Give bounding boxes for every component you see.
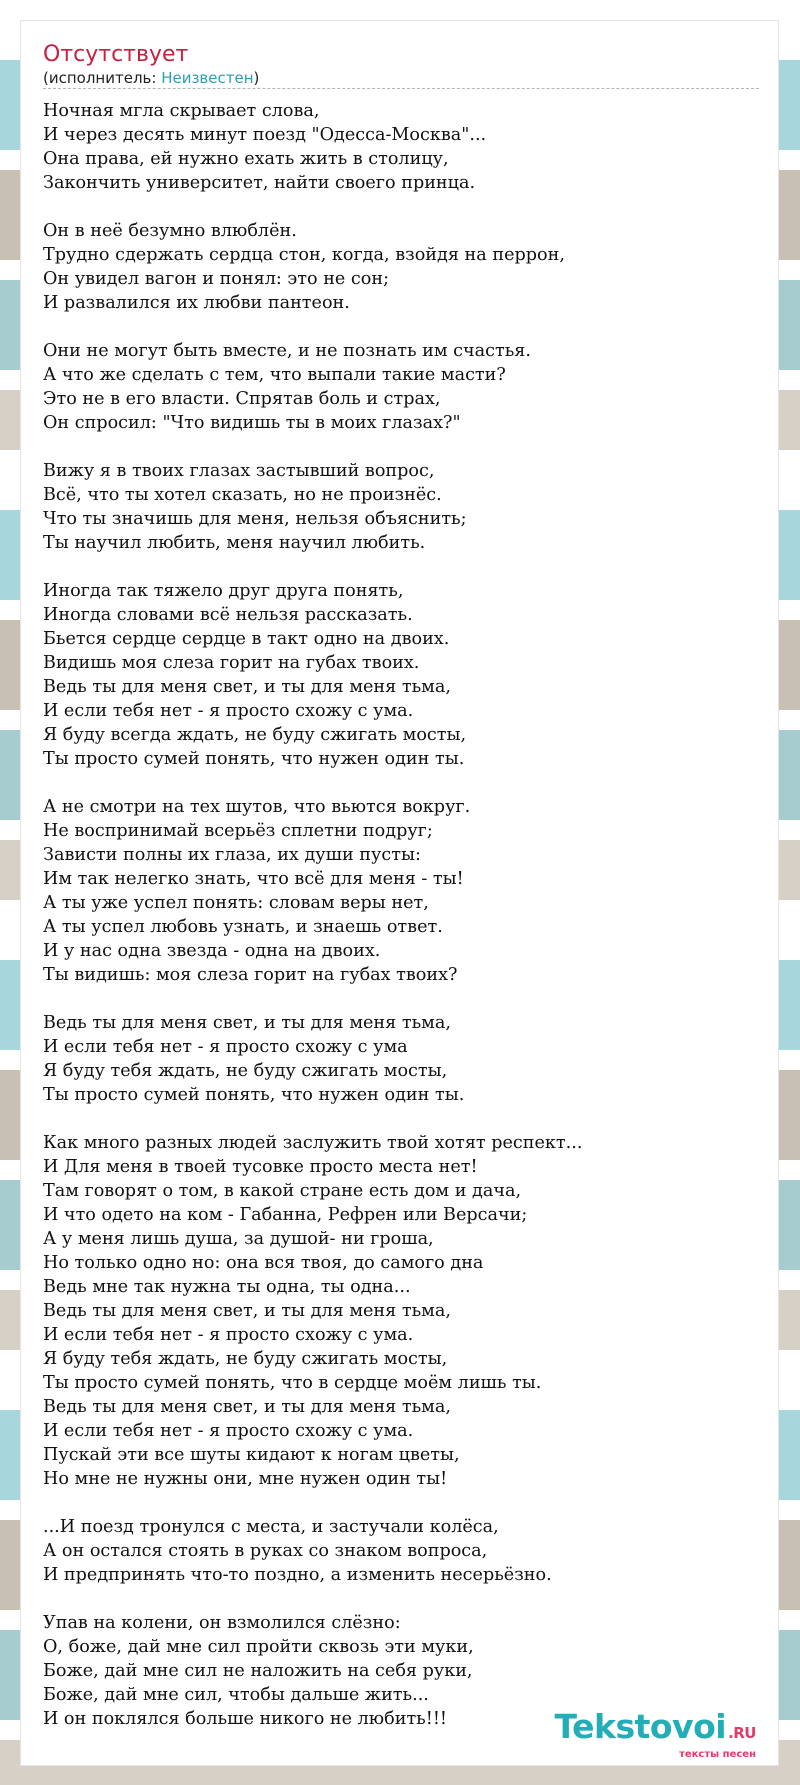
- lyric-line: И у нас одна звезда - одна на двоих.: [43, 941, 381, 961]
- lyric-line: Закончить университет, найти своего принца.: [43, 173, 476, 193]
- artist-suffix: ): [253, 69, 260, 87]
- lyric-line: О, боже, дай мне сил пройти сквозь эти муки,: [43, 1637, 474, 1657]
- stanza: [43, 1515, 759, 1587]
- lyric-line: Она права, ей нужно ехать жить в столицу,: [43, 149, 449, 169]
- lyric-line: Бьется сердце сердце в такт одно на двоих.: [43, 629, 450, 649]
- lyric-line: Он в неё безумно влюблён.: [43, 221, 297, 241]
- lyric-line: Им так нелегко знать, что всё для меня - ты!: [43, 869, 464, 889]
- stanza: [43, 1011, 759, 1107]
- stanza: [43, 99, 759, 195]
- lyric-line: Ты научил любить, меня научил любить.: [43, 533, 426, 553]
- lyric-line: И если тебя нет - я просто схожу с ума.: [43, 1421, 414, 1441]
- lyric-line: А у меня лишь душа, за душой- ни гроша,: [43, 1229, 434, 1249]
- lyric-line: Ведь мне так нужна ты одна, ты одна...: [43, 1277, 411, 1297]
- lyric-line: И через десять минут поезд "Одесса-Москва"...: [43, 125, 487, 145]
- lyric-line: Я буду всегда ждать, не буду сжигать мосты,: [43, 725, 467, 745]
- lyric-line: Я буду тебя ждать, не буду сжигать мосты,: [43, 1061, 448, 1081]
- logo-tagline: тексты песен: [679, 1749, 756, 1760]
- lyric-line: Всё, что ты хотел сказать, но не произнёс.: [43, 485, 442, 505]
- lyric-line: Иногда словами всё нельзя рассказать.: [43, 605, 413, 625]
- stanza: [43, 1131, 759, 1491]
- lyric-line: А что же сделать с тем, что выпали такие масти?: [43, 365, 506, 385]
- lyric-line: А он остался стоять в руках со знаком вопроса,: [43, 1541, 488, 1561]
- logo-name: Tekstovoi: [554, 1707, 727, 1746]
- stanza: [43, 579, 759, 771]
- lyric-line: Но только одно но: она вся твоя, до самого дна: [43, 1253, 484, 1273]
- lyric-line: Ты видишь: моя слеза горит на губах твоих?: [43, 965, 458, 985]
- lyric-line: Ведь ты для меня свет, и ты для меня тьма,: [43, 1013, 451, 1033]
- lyric-line: Упав на колени, он взмолился слёзно:: [43, 1613, 401, 1633]
- lyric-line: Трудно сдержать сердца стон, когда, взойдя на перрон,: [43, 245, 565, 265]
- lyric-line: Ты просто сумей понять, что в сердце моём лишь ты.: [43, 1373, 542, 1393]
- artist-link[interactable]: Неизвестен: [161, 69, 254, 87]
- lyric-line: И что одето на ком - Габанна, Рефрен или Версачи;: [43, 1205, 528, 1225]
- lyric-line: Пускай эти все шуты кидают к ногам цветы,: [43, 1445, 460, 1465]
- lyric-line: Он спросил: "Что видишь ты в моих глазах?": [43, 413, 461, 433]
- stanza: [43, 795, 759, 987]
- lyric-line: Ведь ты для меня свет, и ты для меня тьма,: [43, 1301, 451, 1321]
- lyric-line: Вижу я в твоих глазах застывший вопрос,: [43, 461, 435, 481]
- stanza: [43, 339, 759, 435]
- lyric-line: Иногда так тяжело друг друга понять,: [43, 581, 404, 601]
- lyric-line: Они не могут быть вместе, и не познать им счастья.: [43, 341, 531, 361]
- song-header: [43, 41, 759, 89]
- song-title: Отсутствует: [43, 42, 189, 67]
- lyric-line: А не смотри на тех шутов, что вьются вокруг.: [43, 797, 471, 817]
- lyric-line: Не воспринимай всерьёз сплетни подруг;: [43, 821, 433, 841]
- lyric-line: И развалился их любви пантеон.: [43, 293, 350, 313]
- lyric-line: Как много разных людей заслужить твой хотят респект...: [43, 1133, 583, 1153]
- lyric-line: И Для меня в твоей тусовке просто места нет!: [43, 1157, 478, 1177]
- lyrics-card: [21, 21, 778, 1765]
- lyric-line: Ты просто сумей понять, что нужен один ты.: [43, 1085, 465, 1105]
- lyric-line: Ведь ты для меня свет, и ты для меня тьма,: [43, 1397, 451, 1417]
- logo-tld: .RU: [728, 1724, 756, 1742]
- artist-line: [43, 69, 759, 87]
- site-logo[interactable]: [548, 1695, 778, 1765]
- lyric-line: Но мне не нужны они, мне нужен один ты!: [43, 1469, 448, 1489]
- lyric-line: И если тебя нет - я просто схожу с ума.: [43, 1325, 414, 1345]
- lyric-line: Видишь моя слеза горит на губах твоих.: [43, 653, 420, 673]
- logo-wordmark: [555, 1707, 756, 1746]
- lyric-line: Ты просто сумей понять, что нужен один ты.: [43, 749, 465, 769]
- stanza: [43, 219, 759, 315]
- stanza: [43, 459, 759, 555]
- lyric-line: Боже, дай мне сил, чтобы дальше жить...: [43, 1685, 429, 1705]
- lyric-line: Он увидел вагон и понял: это не сон;: [43, 269, 390, 289]
- lyrics-text: [43, 99, 759, 1755]
- lyric-line: Что ты значишь для меня, нельзя объяснить;: [43, 509, 467, 529]
- lyric-line: Ночная мгла скрывает слова,: [43, 101, 320, 121]
- lyric-line: И если тебя нет - я просто схожу с ума: [43, 1037, 408, 1057]
- lyric-line: Зависти полны их глаза, их души пусты:: [43, 845, 421, 865]
- lyric-line: И если тебя нет - я просто схожу с ума.: [43, 701, 414, 721]
- lyric-line: Я буду тебя ждать, не буду сжигать мосты,: [43, 1349, 448, 1369]
- artist-prefix: (исполнитель:: [43, 69, 162, 87]
- lyric-line: И он поклялся больше никого не любить!!!: [43, 1709, 447, 1729]
- lyric-line: Там говорят о том, в какой стране есть дом и дача,: [43, 1181, 522, 1201]
- lyric-line: И предпринять что-то поздно, а изменить несерьёзно.: [43, 1565, 552, 1585]
- lyric-line: ...И поезд тронулся с места, и застучали колёса,: [43, 1517, 499, 1537]
- lyric-line: Это не в его власти. Спрятав боль и страх,: [43, 389, 441, 409]
- lyric-line: А ты успел любовь узнать, и знаешь ответ.: [43, 917, 443, 937]
- lyric-line: Боже, дай мне сил не наложить на себя руки,: [43, 1661, 473, 1681]
- lyric-line: А ты уже успел понять: словам веры нет,: [43, 893, 429, 913]
- lyric-line: Ведь ты для меня свет, и ты для меня тьма,: [43, 677, 451, 697]
